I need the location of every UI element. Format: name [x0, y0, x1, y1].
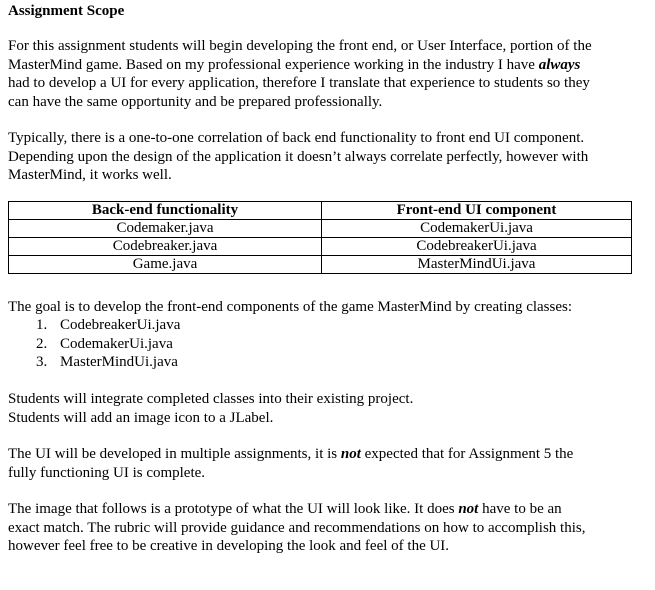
multiple-line-1-a: The UI will be developed in multiple assignments, it is: [8, 446, 341, 462]
list-item: [36, 353, 180, 372]
correlation-line-1: Typically, there is a one-to-one correlation of back end functionality to front end UI component.: [8, 130, 585, 146]
prototype-line-1: [8, 500, 638, 519]
multiple-emphasis: not: [340, 446, 361, 462]
table-header-backend: Back-end functionality: [9, 202, 322, 220]
correlation-table: [8, 201, 632, 274]
multiple-line-1-b: expected that for Assignment 5 the: [360, 446, 574, 462]
table-header-frontend: Front-end UI component: [322, 202, 632, 220]
goal-list: [36, 316, 180, 372]
list-item-text: CodemakerUi.java: [60, 335, 173, 352]
table-row: [9, 256, 632, 274]
table-cell: MasterMindUi.java: [322, 256, 632, 274]
goal-intro: The goal is to develop the front-end components of the game MasterMind by creating classes:: [8, 299, 573, 315]
intro-line-1: For this assignment students will begin developing the front end, or User Interface, portion of the: [8, 38, 592, 54]
intro-line-3: had to develop a UI for every application, therefore I translate that experience to students so they: [8, 75, 590, 91]
table-header-row: [9, 202, 632, 220]
prototype-paragraph: [8, 500, 638, 556]
list-item-number: 3.: [36, 354, 48, 370]
intro-paragraph: [8, 37, 638, 111]
goal-paragraph: [8, 298, 638, 317]
intro-emphasis: always: [538, 56, 581, 73]
integration-line-1: Students will integrate completed classes into their existing project.: [8, 391, 414, 407]
table-row: [9, 220, 632, 238]
intro-line-4: can have the same opportunity and be prepared professionally.: [8, 93, 383, 110]
correlation-line-2: Depending upon the design of the application it doesn’t always correlate perfectly, however with: [8, 148, 589, 165]
list-item-text: CodebreakerUi.java: [60, 317, 181, 333]
multiple-line-1: [8, 445, 638, 464]
list-item-text: MasterMindUi.java: [60, 354, 178, 370]
intro-line-2-text: MasterMind game. Based on my professional experience working in the industry I have: [8, 56, 539, 73]
prototype-line-2: exact match. The rubric will provide guidance and recommendations on how to accomplish this,: [8, 519, 586, 536]
table-cell: Codemaker.java: [9, 220, 322, 238]
correlation-paragraph: [8, 129, 638, 185]
correlation-line-3: MasterMind, it works well.: [8, 167, 172, 183]
multiple-assignments-paragraph: [8, 445, 638, 482]
table-cell: Codebreaker.java: [9, 238, 322, 256]
section-title: Assignment Scope: [8, 3, 125, 19]
list-item: [36, 335, 180, 354]
prototype-emphasis: not: [458, 501, 479, 517]
table-cell: CodebreakerUi.java: [322, 238, 632, 256]
prototype-line-1-b: have to be an: [478, 501, 562, 517]
integration-line-2: Students will add an image icon to a JLabel.: [8, 409, 274, 426]
table-cell: CodemakerUi.java: [322, 220, 632, 238]
intro-line-2: [8, 56, 638, 75]
integration-paragraph: [8, 390, 638, 427]
prototype-line-1-a: The image that follows is a prototype of what the UI will look like. It does: [8, 501, 459, 517]
table-cell: Game.java: [9, 256, 322, 274]
list-item-number: 1.: [36, 317, 48, 333]
table-row: [9, 238, 632, 256]
list-item-number: 2.: [36, 335, 48, 352]
prototype-line-3: however feel free to be creative in developing the look and feel of the UI.: [8, 538, 450, 554]
list-item: [36, 316, 180, 335]
multiple-line-2: fully functioning UI is complete.: [8, 464, 206, 481]
